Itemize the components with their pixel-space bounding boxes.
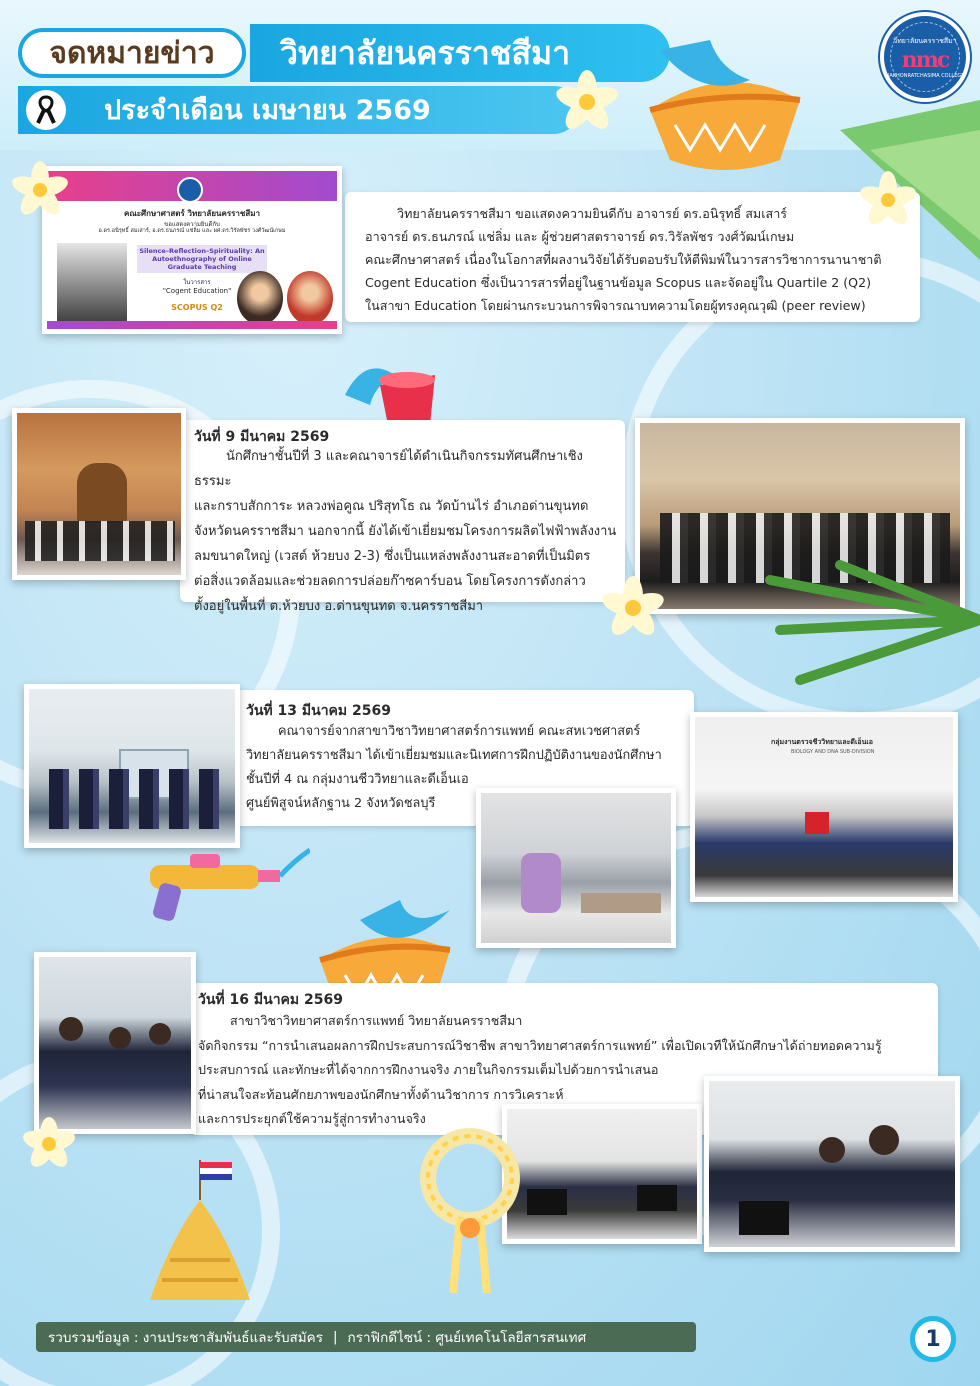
news3-photo-lab (24, 684, 240, 848)
newsletter-label: จดหมายข่าว (18, 28, 246, 78)
footer-compiled: รวบรวมข้อมูล : งานประชาสัมพันธ์และรับสมัคร (48, 1330, 323, 1346)
jasmine-garland-icon (405, 1118, 535, 1318)
news3-body: คณาจารย์จากสาขาวิชาวิทยาศาสตร์การแพทย์ คณะสหเวชศาสตร์ วิทยาลัยนครราชสีมา ได้เข้าเยี่ยมชมและนิเทศการฝึกปฏิบัติงานของนักศึกษา ชั้นปีที่ 4 ณ กลุ่มงานชีววิทยาและดีเอ็นเอ ศูนย์พิสูจน์หลักฐาน 2 จังหวัดชลบุรี (246, 724, 662, 811)
frangipani-flower-icon (858, 170, 918, 230)
poster-portrait (287, 271, 333, 325)
sand-pagoda-icon (140, 1160, 270, 1310)
news4-photo-presentation (704, 1076, 960, 1252)
water-bowl-icon (630, 40, 820, 180)
news1-text-card (345, 192, 920, 322)
page-number: 1 (910, 1316, 956, 1362)
frangipani-flower-icon (555, 70, 619, 134)
news3-photo-workbench (476, 788, 676, 948)
footer-separator: | (332, 1329, 338, 1345)
lab-sign: กลุ่มงานตรวจชีววิทยาและดีเอ็นเอ (771, 738, 873, 746)
mourning-ribbon-icon (26, 90, 66, 130)
frangipani-flower-icon (600, 575, 666, 641)
frangipani-flower-icon (20, 1115, 78, 1173)
news1-poster: คณะศึกษาศาสตร์ วิทยาลัยนครราชสีมา ขอแสดงความยินดีกับ อ.ดร.อนิรุทธิ์ สมเสาร์, อ.ดร.ธนภรณ์ แช่ลิ่ม และ ผศ.ดร.วิรัลพัชร วงศ์วัฒน์เกษม Silence–Reflection–Spirituality: An Autoethnography of Online Graduate Teaching ในวารสาร "Cogent Education" SCOPUS Q2 (42, 166, 342, 334)
news2-body: นักศึกษาชั้นปีที่ 3 และคณาจารย์ได้ดำเนินกิจกรรมทัศนศึกษาเชิงธรรมะ และกราบสักการะ หลวงพ่อคูณ ปริสุทโธ ณ วัดบ้านไร่ อำเภอด่านขุนทด จังหวัดนครราชสีมา นอกจากนี้ ยังได้เข้าเยี่ยมชมโครงการผลิตไฟฟ้าพลังงาน ลมขนาดใหญ่ (เวสต์ ห้วยบง 2-3) ซึ่งเป็นแหล่งพลังงานสะอาดที่เป็นมิตร ต่อสิ่งแวดล้อมและช่วยลดการปล่อยก๊าซคาร์บอน โดยโครงการดังกล่าว ตั้งอยู่ในพื้นที่ ต.ห้วยบง อ.ด่านขุนทด จ.นครราชสีมา (194, 449, 617, 614)
footer-credits (36, 1322, 696, 1352)
footer-graphic: กราฟิกดีไซน์ : ศูนย์เทคโนโลยีสารสนเทศ (347, 1330, 587, 1346)
frangipani-flower-icon (10, 160, 70, 220)
news4-body: สาขาวิชาวิทยาศาสตร์การแพทย์ วิทยาลัยนครราชสีมา จัดกิจกรรม “การนำเสนอผลการฝึกประสบการณ์วิชาชีพ สาขาวิทยาศาสตร์การแพทย์” เพื่อเปิดเวทีให้นักศึกษาได้ถ่ายทอดความรู้ ประสบการณ์ และทักษะที่ได้จากการฝึกงานจริง ภายในกิจกรรมเต็มไปด้วยการนำเสนอ ที่น่าสนใจสะท้อนศักยภาพของนักศึกษาทั้งด้านวิชาการ การวิเคราะห์ และการประยุกต์ใช้ความรู้สู่การทำงานจริง (198, 1013, 882, 1126)
poster-logo-icon (177, 177, 203, 203)
issue-title: ประจำเดือน เมษายน 2569 (104, 95, 431, 126)
news3-photo-visit: กลุ่มงานตรวจชีววิทยาและดีเอ็นเอ BIOLOGY AND DNA SUB-DIVISION (690, 712, 958, 902)
news2-photo-temple (12, 408, 186, 580)
college-title: วิทยาลัยนครราชสีมา (250, 24, 670, 82)
palm-leaf-icon (760, 560, 980, 690)
college-logo: วิทยาลัยนครราชสีมา nmc NAKHONRATCHASIMA COLLEGE (880, 12, 970, 102)
poster-portrait (57, 243, 127, 325)
news2-text-card (180, 420, 625, 614)
water-gun-icon (130, 840, 310, 930)
news4-date: วันที่ 16 มีนาคม 2569 (198, 992, 343, 1008)
news2-date: วันที่ 9 มีนาคม 2569 (194, 429, 330, 445)
news3-date: วันที่ 13 มีนาคม 2569 (246, 703, 391, 719)
news4-photo-students (34, 952, 196, 1134)
news1-body: วิทยาลัยนครราชสีมา ขอแสดงความยินดีกับ อาจารย์ ดร.อนิรุทธิ์ สมเสาร์ อาจารย์ ดร.ธนภรณ์ แช่ลิ่ม และ ผู้ช่วยศาสตราจารย์ ดร.วิรัลพัชร วงศ์วัฒน์เกษม คณะศึกษาศาสตร์ เนื่องในโอกาสที่ผลงานวิจัยได้รับตอบรับให้ตีพิมพ์ในวารสารวิชาการนานาชาติ Cogent Education ซึ่งเป็นวารสารที่อยู่ในฐานข้อมูล Scopus และจัดอยู่ใน Quartile 2 (Q2) ในสาขา Education โดยผ่านกระบวนการพิจารณาบทความโดยผู้ทรงคุณวุฒิ (peer review) (365, 206, 882, 313)
